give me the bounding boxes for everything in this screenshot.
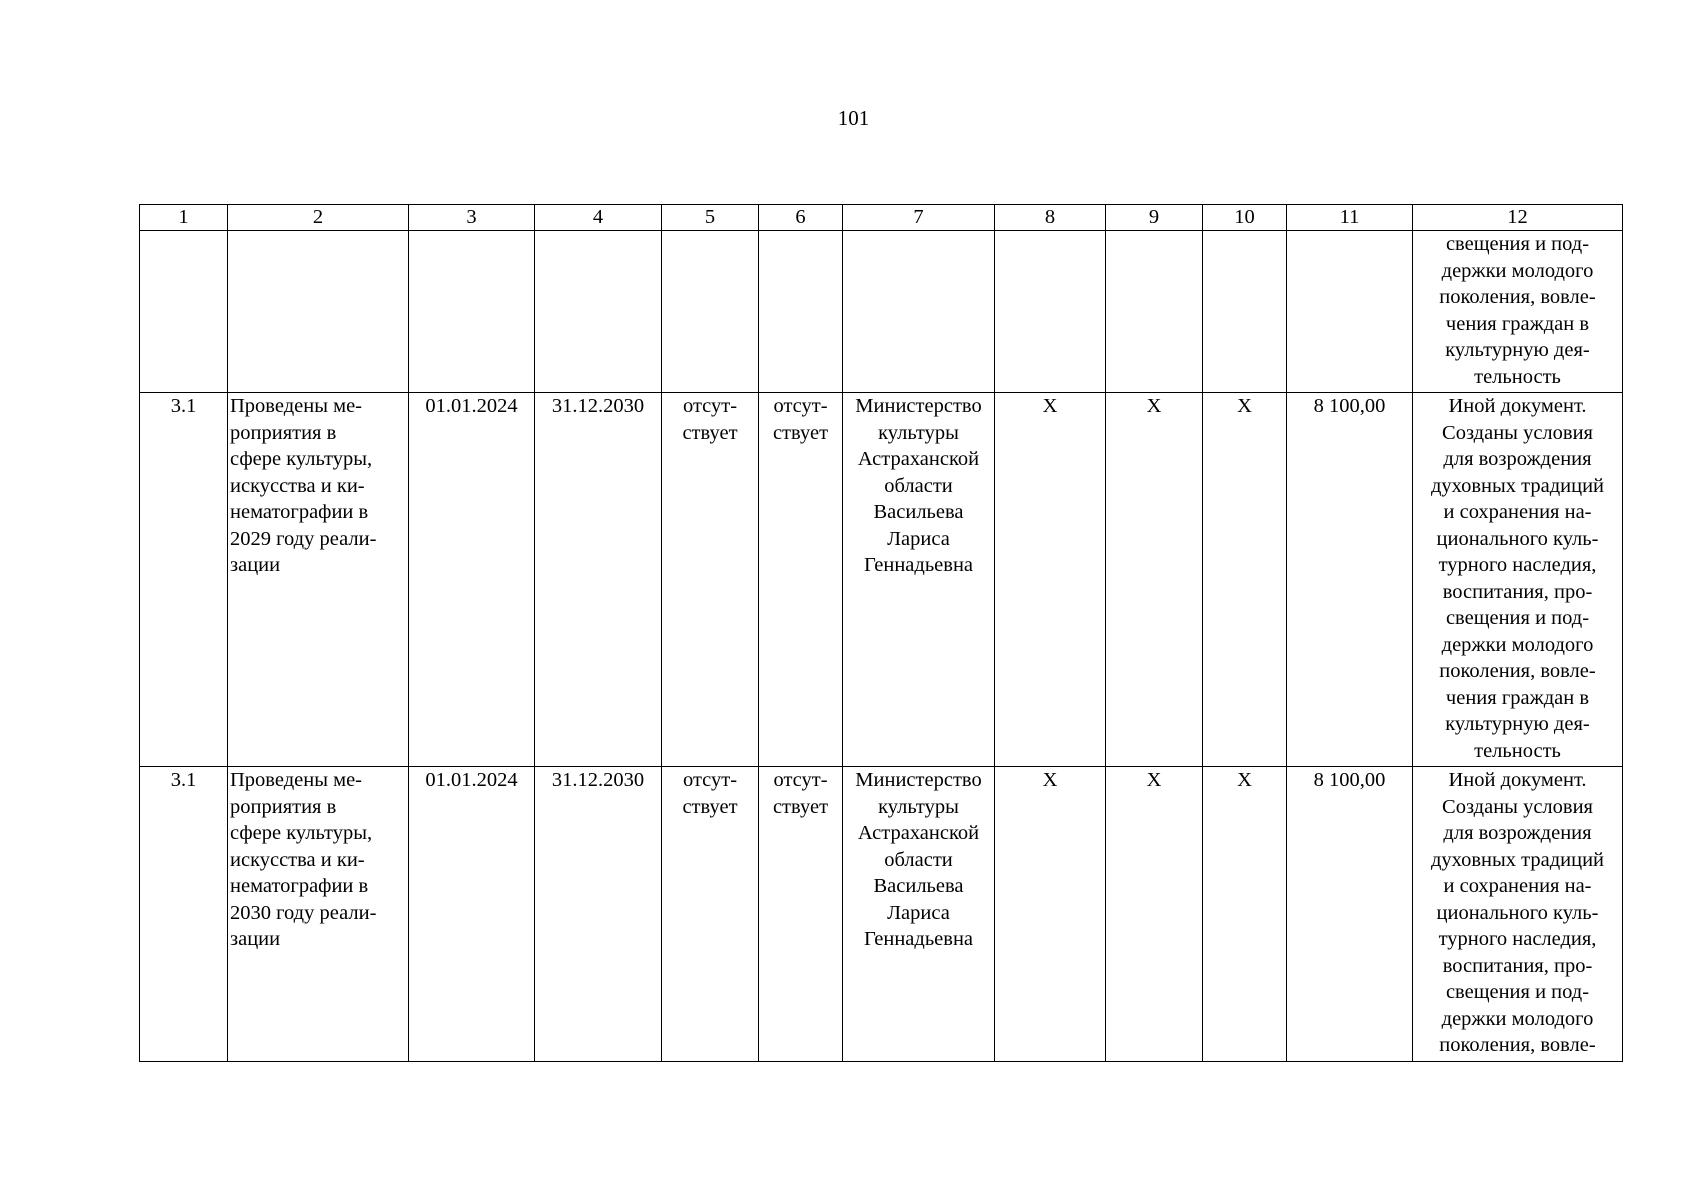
page-number: 101 [837, 106, 870, 130]
end-date-cell: 31.12.2030 [535, 767, 662, 1062]
column-number: 4 [535, 205, 662, 231]
amount-cell: 8 100,00 [1287, 393, 1413, 767]
end-date-cell: 31.12.2030 [535, 393, 662, 767]
column5-cell: отсут- ствует [662, 393, 759, 767]
column-number: 9 [1106, 205, 1203, 231]
column-number: 7 [843, 205, 995, 231]
column9-cell: X [1106, 393, 1203, 767]
column5-cell: отсут- ствует [662, 767, 759, 1062]
column10-cell: X [1203, 767, 1287, 1062]
column6-cell: отсут- ствует [759, 767, 843, 1062]
event-name-cell: Проведены ме- роприятия в сфере культуры, искусства и ки- нематографии в 2029 году реали- зации [228, 393, 409, 767]
column-number: 2 [228, 205, 409, 231]
start-date-cell: 01.01.2024 [409, 767, 535, 1062]
table-row [140, 767, 1623, 1062]
column10-cell: X [1203, 393, 1287, 767]
column-number: 10 [1203, 205, 1287, 231]
column-number: 5 [662, 205, 759, 231]
result-cell: свещения и под- держки молодого поколения, вовле- чения граждан в культурную дея- тельность [1413, 231, 1623, 393]
table-row [140, 393, 1623, 767]
column-number: 11 [1287, 205, 1413, 231]
column8-cell: X [995, 767, 1106, 1062]
start-date-cell: 01.01.2024 [409, 393, 535, 767]
row-number-cell: 3.1 [140, 767, 228, 1062]
result-cell: Иной документ. Созданы условия для возрождения духовных традиций и сохранения на- ционального куль- турного наследия, воспитания, про- свещения и под- держки молодого поколения, вовле- чения граждан в культурную дея- тельность [1413, 393, 1623, 767]
column-number: 8 [995, 205, 1106, 231]
column8-cell: X [995, 393, 1106, 767]
responsible-cell: Министерство культуры Астраханской области Васильева Лариса Геннадьевна [843, 393, 995, 767]
column6-cell: отсут- ствует [759, 393, 843, 767]
column-number: 6 [759, 205, 843, 231]
column-number: 3 [409, 205, 535, 231]
document-table [139, 204, 1623, 1062]
continuation-row [140, 231, 1623, 393]
amount-cell: 8 100,00 [1287, 767, 1413, 1062]
responsible-cell: Министерство культуры Астраханской области Васильева Лариса Геннадьевна [843, 767, 995, 1062]
column-number-row [140, 205, 1623, 231]
column-number: 1 [140, 205, 228, 231]
column9-cell: X [1106, 767, 1203, 1062]
event-name-cell: Проведены ме- роприятия в сфере культуры, искусства и ки- нематографии в 2030 году реали- зации [228, 767, 409, 1062]
row-number-cell: 3.1 [140, 393, 228, 767]
result-cell: Иной документ. Созданы условия для возрождения духовных традиций и сохранения на- ционального куль- турного наследия, воспитания, про- свещения и под- держки молодого поколения, вовле- [1413, 767, 1623, 1062]
column-number: 12 [1413, 205, 1623, 231]
